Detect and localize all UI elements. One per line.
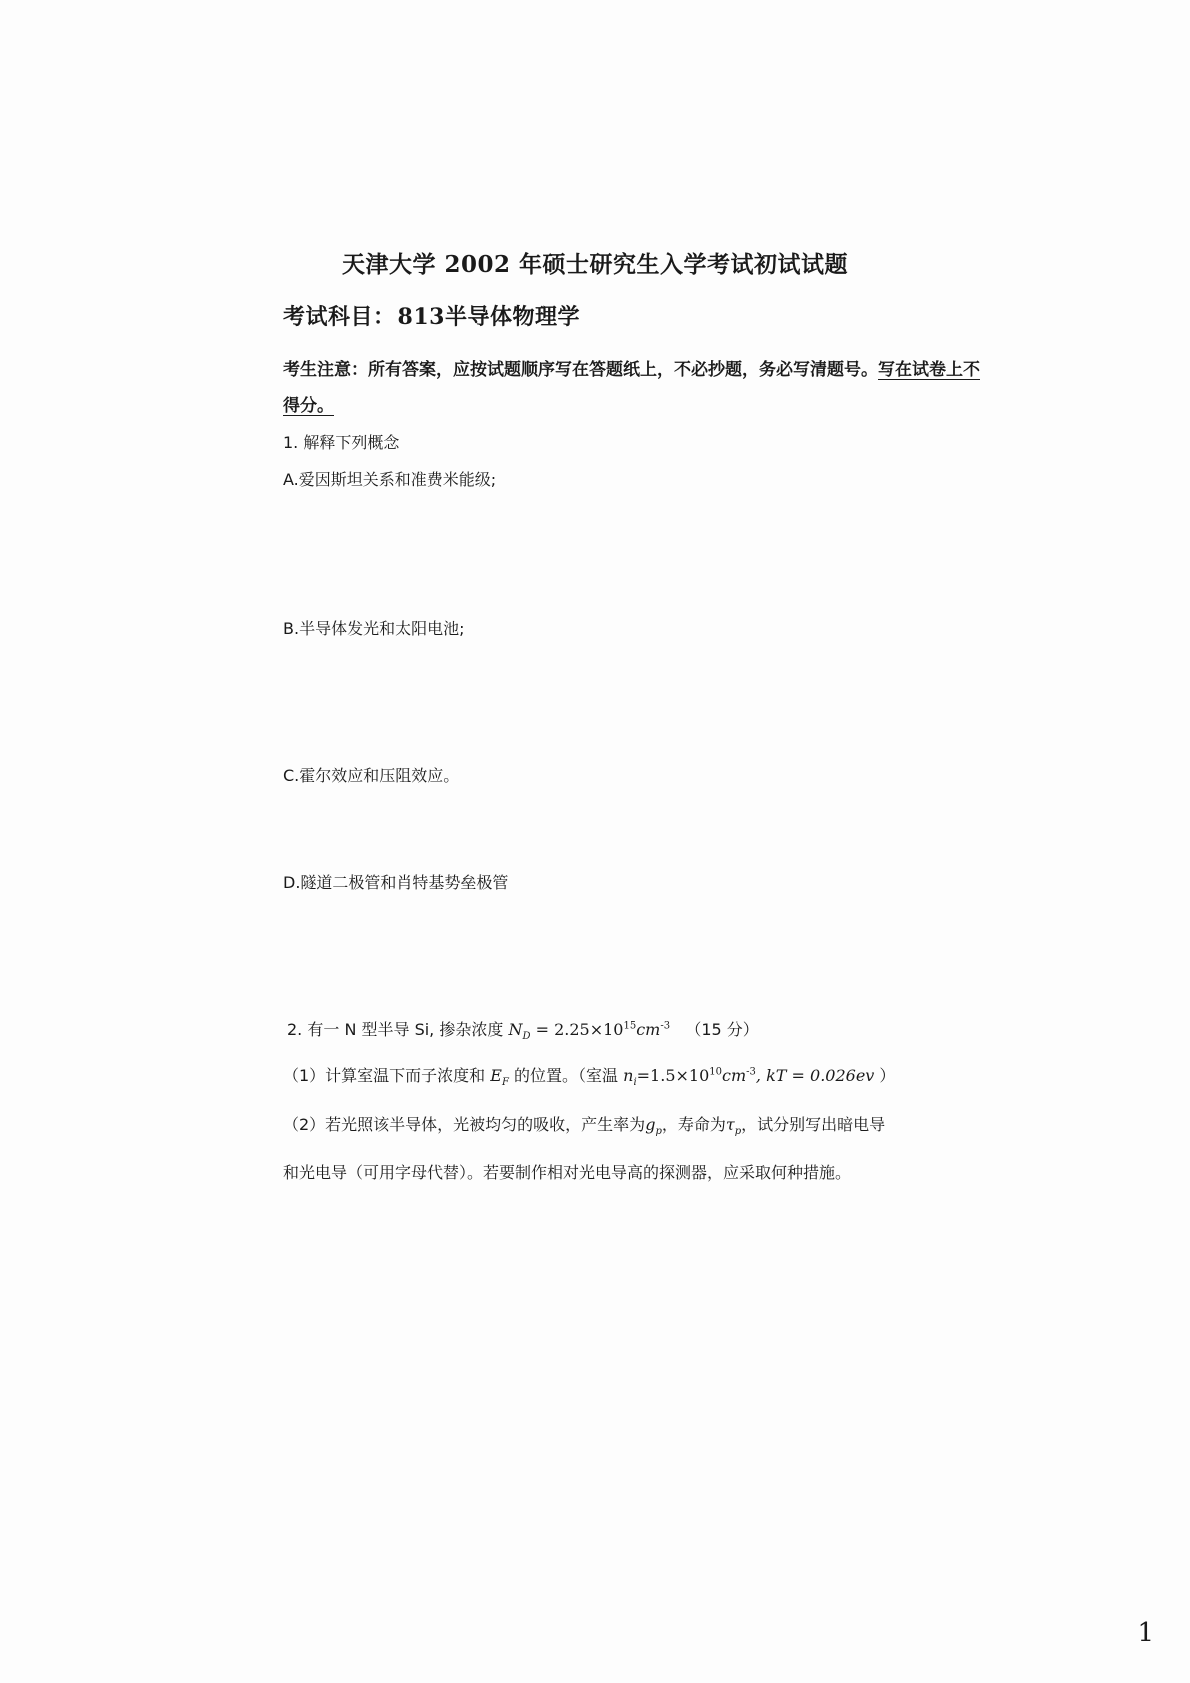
nd-unit: cm [636, 1020, 661, 1039]
q2-intro-text: 2. 有一 N 型半导 Si, 掺杂浓度 [287, 1020, 504, 1039]
tau-sub: p [734, 1126, 742, 1138]
q2-part1-suffix: ） [879, 1066, 896, 1085]
question1-item-b: B.半导体发光和太阳电池; [283, 619, 465, 638]
exam-title: 天津大学 2002 年硕士研究生入学考试初试试题 [341, 251, 849, 278]
gp-sub: p [655, 1126, 662, 1138]
gp-symbol: g [645, 1115, 656, 1134]
page-number: 1 [1137, 1618, 1154, 1648]
nd-value: = 2.25×10 [535, 1020, 624, 1039]
exam-subject [283, 300, 580, 331]
q2-part1-mid: 的位置。（室温 [514, 1066, 619, 1085]
ni-unit-exp: -3 [746, 1066, 756, 1078]
ni-sub: i [633, 1077, 637, 1089]
q2-points: （15 分） [685, 1020, 759, 1039]
question2-intro [287, 1017, 759, 1042]
question1-item-a: A.爱因斯坦关系和准费米能级; [283, 470, 497, 489]
candidate-notice [283, 352, 983, 424]
ni-symbol: n [623, 1066, 634, 1085]
ef-symbol: E [490, 1066, 502, 1085]
q2-part2-mid: ，寿命为 [661, 1115, 726, 1134]
nd-sub: D [522, 1031, 531, 1043]
question1-item-c: C.霍尔效应和压阻效应。 [283, 766, 460, 785]
question2-part2-line2: 和光电导（可用字母代替）。若要制作相对光电导高的探测器，应采取何种措施。 [283, 1163, 852, 1182]
ni-unit: cm [722, 1066, 747, 1085]
nd-exp: 15 [623, 1020, 637, 1032]
nd-symbol: N [508, 1020, 523, 1039]
subject-label: 考试科目： [283, 304, 396, 330]
question2-part1 [283, 1063, 895, 1088]
subject-code: 813 [397, 304, 445, 330]
tau-symbol: τ [725, 1115, 735, 1134]
notice-text: 考生注意：所有答案，应按试题顺序写在答题纸上，不必抄题，务必写清题号。 [283, 360, 878, 380]
q2-part1-prefix: （1）计算室温下而子浓度和 [283, 1066, 486, 1085]
q2-part2-prefix: （2）若光照该半导体，光被均匀的吸收，产生率为 [283, 1115, 646, 1134]
question2-part2 [283, 1112, 885, 1137]
ni-exp: 10 [709, 1066, 722, 1078]
question1-heading: 1. 解释下列概念 [283, 433, 400, 452]
subject-name: 半导体物理学 [444, 304, 580, 330]
kt-value: , kT = 0.026ev [755, 1066, 875, 1085]
ni-value: =1.5×10 [636, 1066, 710, 1085]
ef-sub: F [501, 1077, 509, 1089]
question1-item-d: D.隧道二极管和肖特基势垒极管 [283, 873, 509, 892]
notice-underlined: 写在试卷上不得分。 [283, 360, 980, 416]
q2-part2-suffix: ，试分别写出暗电导 [741, 1115, 886, 1134]
nd-unit-exp: -3 [660, 1020, 671, 1032]
